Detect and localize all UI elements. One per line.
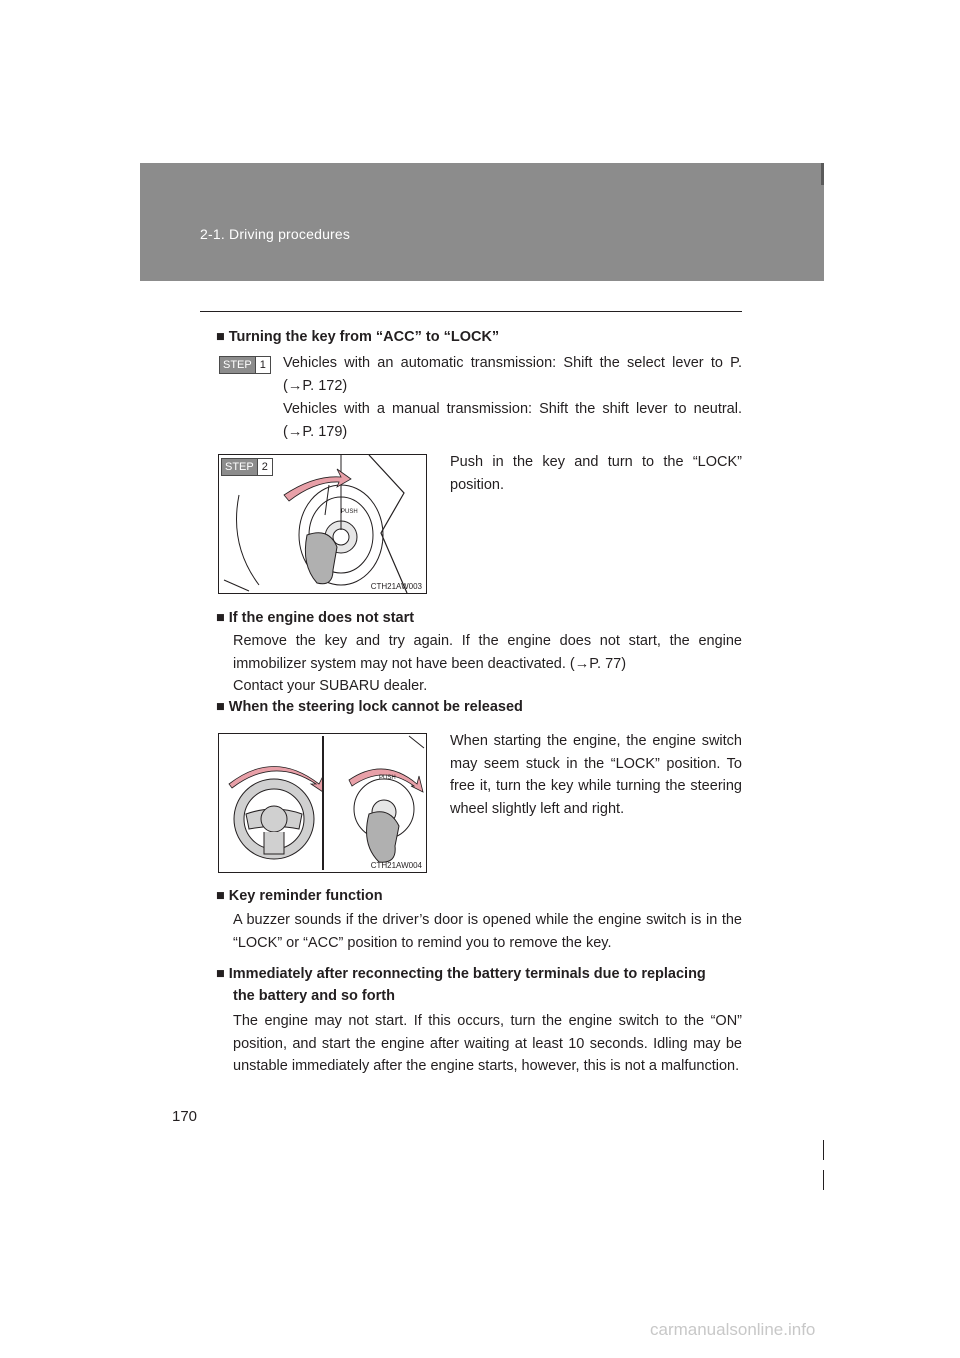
- steering-lock-text: When starting the engine, the engine switch may seem stuck in the “LOCK” position. To free it, turn the key while turning the steering wheel slightly left and right.: [450, 733, 742, 817]
- key-reminder-text: A buzzer sounds if the driver’s door is opened while the engine switch is in the “LOCK” or “ACC” position to remind you to remove the key.: [233, 912, 742, 951]
- step1-text-manual: Vehicles with a manual transmission: Shift the shift lever to neutral. (→P. 179): [283, 401, 742, 440]
- figure-code-003: CTH21AW003: [370, 582, 422, 591]
- fig1-push-label: PUSH: [341, 509, 358, 515]
- figure-key-lock: [218, 454, 427, 594]
- page-number: 170: [172, 1108, 198, 1125]
- figure-steering-lock: [218, 733, 427, 873]
- top-rule: [200, 311, 742, 312]
- heading-battery-reconnect: ■ Immediately after reconnecting the battery terminals due to replacing: [216, 966, 706, 982]
- header-band: [140, 163, 824, 281]
- engine-not-start-text: Remove the key and try again. If the engine does not start, the engine immobilizer system may not have been deactivated. (→P. 77): [233, 633, 742, 672]
- heading-turning-key: ■ Turning the key from “ACC” to “LOCK”: [216, 329, 500, 345]
- contact-dealer-text: Contact your SUBARU dealer.: [233, 678, 428, 694]
- step2-text: Push in the key and turn to the “LOCK” position.: [450, 454, 742, 493]
- steering-lock-illustration: [219, 734, 426, 872]
- edge-mark-bottom: [823, 1170, 824, 1190]
- step1-badge: STEP 1: [219, 356, 271, 374]
- section-title: 2-1. Driving procedures: [200, 226, 351, 242]
- footer-watermark: carmanualsonline.info: [650, 1320, 816, 1339]
- heading-battery-reconnect-line2: the battery and so forth: [233, 988, 395, 1004]
- heading-engine-not-start: ■ If the engine does not start: [216, 610, 415, 626]
- step2-badge: STEP 2: [221, 458, 273, 476]
- heading-key-reminder: ■ Key reminder function: [216, 888, 383, 904]
- fig2-push-label: PUSH: [379, 775, 396, 781]
- header-tick: [821, 163, 824, 185]
- figure-code-004: CTH21AW004: [370, 861, 422, 870]
- edge-mark-top: [823, 1140, 824, 1160]
- heading-steering-lock: ■ When the steering lock cannot be released: [216, 699, 523, 715]
- step1-text-auto: Vehicles with an automatic transmission: Shift the select lever to P. (→P. 172): [283, 355, 742, 394]
- battery-reconnect-text: The engine may not start. If this occurs, turn the engine switch to the “ON” position, and start the engine after waiting at least 10 seconds. Idling may be unstable immediately after the engine starts, however, this is not a malfunction.: [233, 1013, 742, 1074]
- bullet-square: ■: [216, 329, 225, 345]
